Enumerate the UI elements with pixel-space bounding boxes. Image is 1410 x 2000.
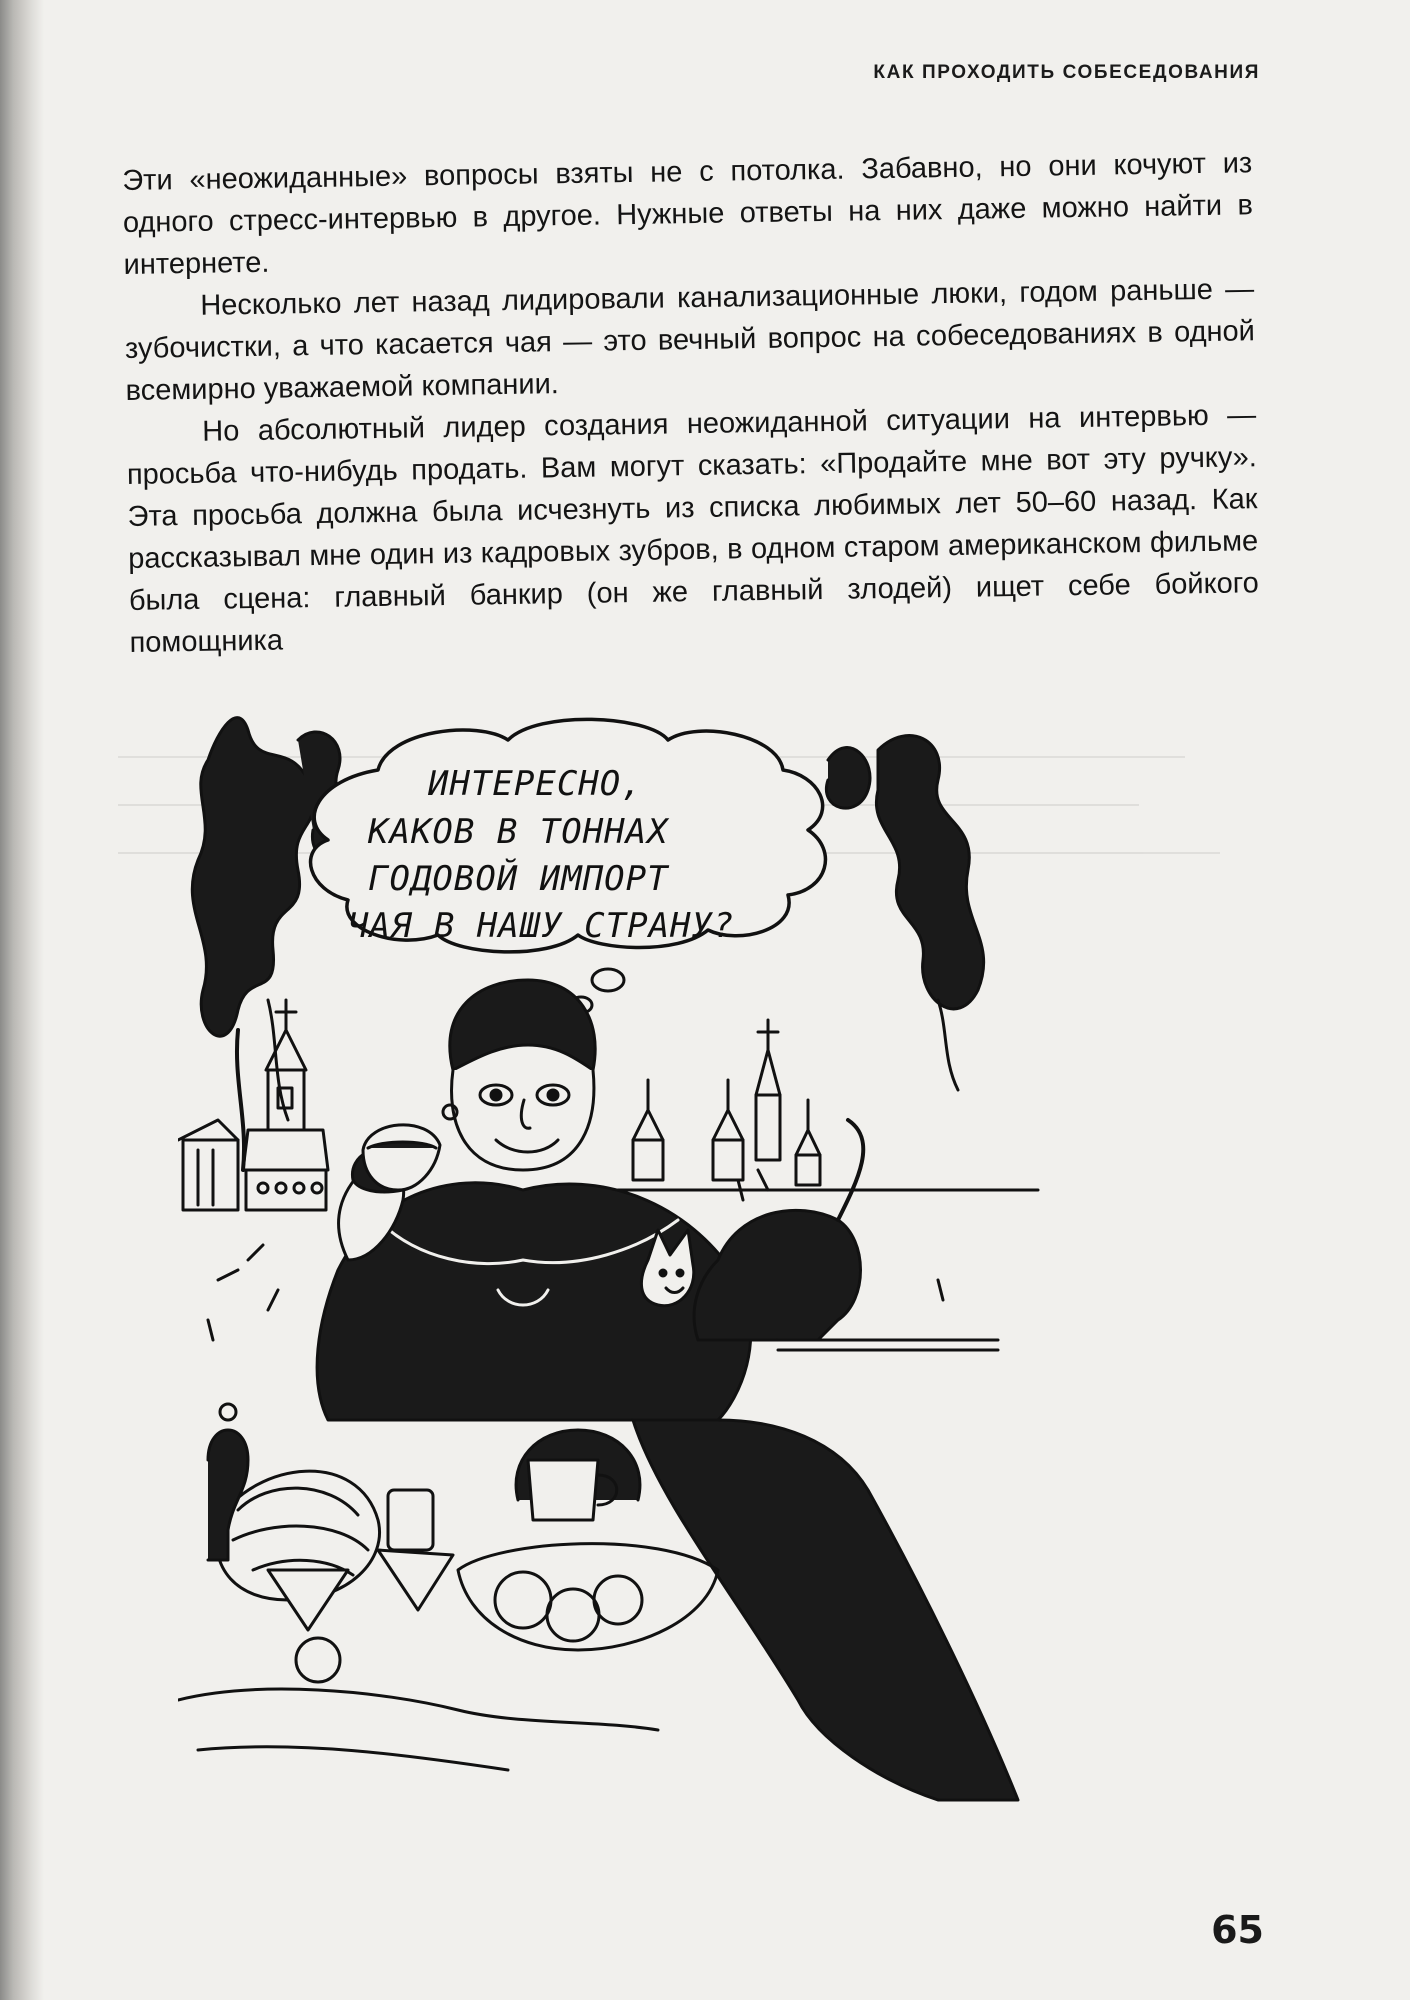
left-tree-foliage xyxy=(192,718,350,1170)
woman-figure xyxy=(317,980,1018,1800)
page-number: 65 xyxy=(1211,1908,1264,1952)
paragraph: Несколько лет назад лидировали канализационные люки, годом раньше — зубочистки, а что касается чая — это вечный вопрос на собеседованиях в одной всемирно уважаемой компании. xyxy=(124,273,1256,407)
bubble-line: ЧАЯ В НАШУ СТРАНУ? xyxy=(348,906,735,946)
right-tree-foliage xyxy=(826,736,983,1090)
body-text xyxy=(122,142,1260,664)
cartoon-illustration xyxy=(178,700,1078,1810)
book-spine-shadow xyxy=(0,0,44,2000)
running-head: КАК ПРОХОДИТЬ СОБЕСЕДОВАНИЯ xyxy=(873,62,1260,83)
bubble-line: ИНТЕРЕСНО, xyxy=(428,764,643,804)
church-left xyxy=(178,1000,328,1210)
bubble-line: КАКОВ В ТОННАХ xyxy=(368,812,669,852)
bubble-line: ГОДОВОЙ ИМПОРТ xyxy=(368,859,669,899)
paragraph: Эти «неожиданные» вопросы взяты не с потолка. Забавно, но они кочуют из одного стресс-интервью в другое. Нужные ответы на них даже можно найти в интернете. xyxy=(122,147,1254,281)
teacup-in-hand xyxy=(363,1125,440,1190)
table-still-life xyxy=(178,1404,718,1770)
paragraph: Но абсолютный лидер создания неожиданной ситуации на интервью — просьба что-нибудь продать. Вам могут сказать: «Продайте мне вот эту ручку». Эта просьба должна была исчезнуть из списка любимых лет 50–60 назад. Как рассказывал мне один из кадровых зубров, в одном старом американском фильме была сцена: главный банкир (он же главный злодей) ищет себе бойкого помощника xyxy=(126,399,1260,659)
church-right xyxy=(618,1020,1038,1190)
